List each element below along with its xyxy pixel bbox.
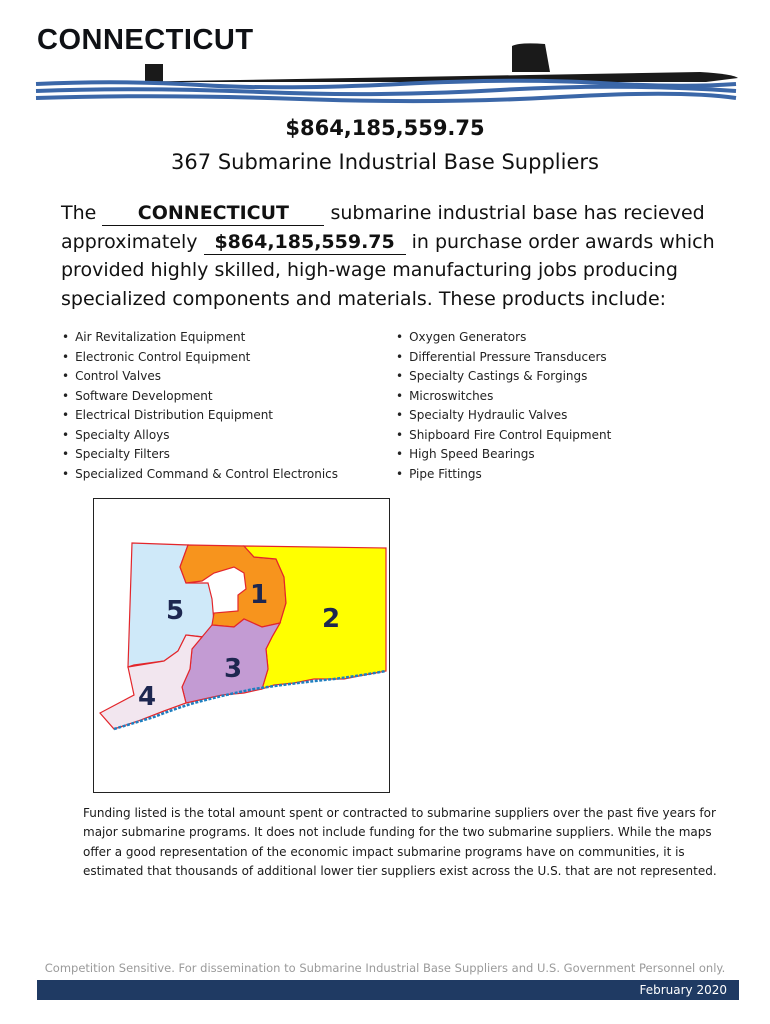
list-item: • Air Revitalization Equipment <box>62 328 338 348</box>
state-title: CONNECTICUT <box>37 24 254 56</box>
supplier-count: 367 <box>171 150 212 174</box>
district-map <box>93 498 390 793</box>
product-list-right <box>396 328 611 484</box>
list-item: • High Speed Bearings <box>396 445 611 465</box>
funding-footnote: Funding listed is the total amount spent or contracted to submarine suppliers over the past five years for major submarine programs. It does not include funding for the two submarine suppliers. While the maps offer a good representation of the economic impact submarine programs have on communities, it is estimated that thousands of additional lower tier suppliers exist across the U.S. that are not represented. <box>83 806 717 879</box>
supplier-count-heading <box>0 150 770 174</box>
publication-date: February 2020 <box>639 983 727 997</box>
list-item: • Differential Pressure Transducers <box>396 348 611 368</box>
district-4-label: 4 <box>138 682 157 712</box>
supplier-label: Submarine Industrial Base Suppliers <box>217 150 599 174</box>
list-item: • Specialty Filters <box>62 445 338 465</box>
list-item: • Specialized Command & Control Electronics <box>62 465 338 485</box>
intro-text-2: in purchase order awards which provided highly skilled, high-wage manufacturing jobs producing specialized components and materials. These products include: <box>61 230 715 310</box>
district-5-label: 5 <box>166 596 185 626</box>
total-amount-heading: $864,185,559.75 <box>285 116 485 140</box>
list-item: • Electronic Control Equipment <box>62 348 338 368</box>
list-item: • Specialty Alloys <box>62 426 338 446</box>
list-item: • Pipe Fittings <box>396 465 611 485</box>
submarine-banner-icon <box>0 0 770 115</box>
footer-bar <box>37 980 739 1000</box>
intro-the: The <box>61 202 97 224</box>
list-item: • Microswitches <box>396 387 611 407</box>
list-item: • Electrical Distribution Equipment <box>62 406 338 426</box>
list-item: • Software Development <box>62 387 338 407</box>
intro-text-1: submarine industrial base has recieved <box>330 202 705 224</box>
list-item: • Oxygen Generators <box>396 328 611 348</box>
district-3-label: 3 <box>224 654 243 684</box>
district-2-label: 2 <box>322 604 341 634</box>
intro-paragraph <box>61 199 741 313</box>
state-fill-in: CONNECTICUT <box>102 201 324 226</box>
product-list-left <box>62 328 338 484</box>
list-item: • Shipboard Fire Control Equipment <box>396 426 611 446</box>
list-item: • Specialty Hydraulic Valves <box>396 406 611 426</box>
district-1-label: 1 <box>250 580 269 610</box>
distribution-disclaimer: Competition Sensitive. For dissemination to Submarine Industrial Base Suppliers and U.S. Government Personnel only. <box>44 961 726 975</box>
intro-approx: approximately <box>61 230 198 253</box>
connecticut-map-icon <box>94 499 389 792</box>
amount-fill-in: $864,185,559.75 <box>204 230 406 255</box>
list-item: • Specialty Castings & Forgings <box>396 367 611 387</box>
page-header <box>0 0 770 115</box>
list-item: • Control Valves <box>62 367 338 387</box>
